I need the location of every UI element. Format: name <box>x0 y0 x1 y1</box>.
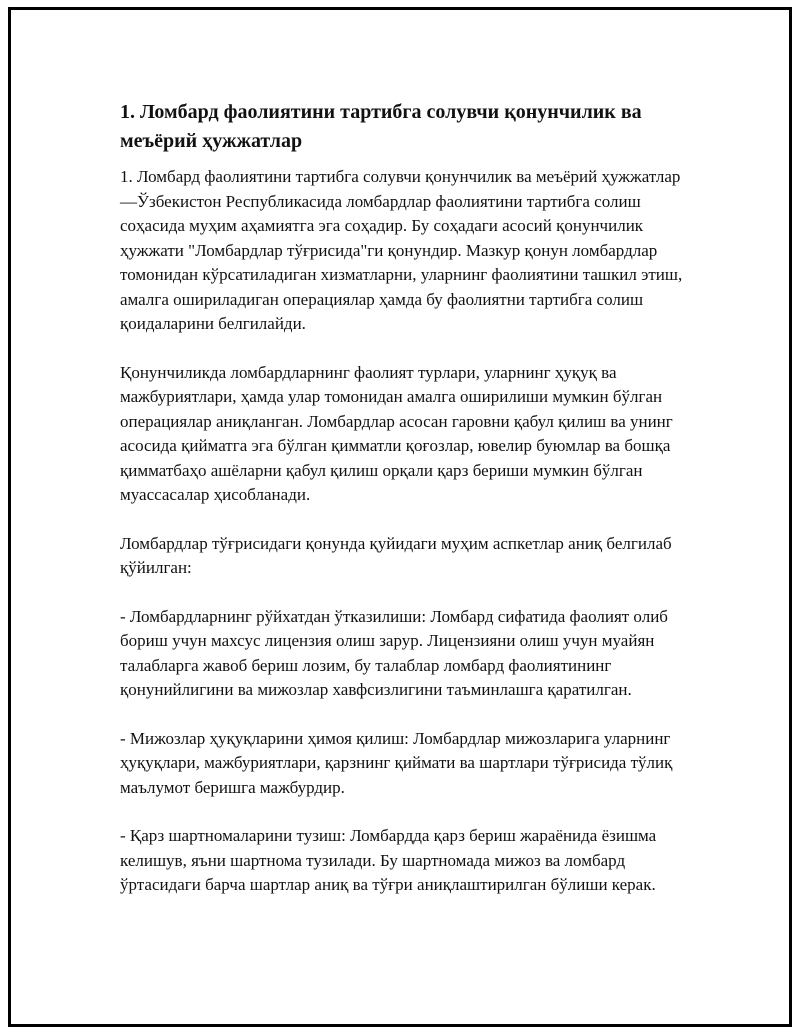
list-item-registration: - Ломбардларнинг рўйхатдан ўтказилиши: Ломбард сифатида фаолият олиб бориш учун махсус лицензия олиш зарур. Лицензияни олиш учун муайян талабларга жавоб бериш лозим, бу талаблар ломбард фаолиятининг қонунийлигини ва мижозлар хавфсизлигини таъминлашга қаратилган. <box>120 606 668 699</box>
paragraph-aspects-lead: Ломбардлар тўғрисидаги қонунда қуйидаги муҳим аспкетлар аниқ белгилаб қўйилган: <box>120 533 672 577</box>
list-item-client-rights: - Мижозлар ҳуқуқларини ҳимоя қилиш: Ломбардлар мижозларига уларнинг ҳуқуқлари, мажбуриятлари, қарзнинг қиймати ва шартлари тўғрисида тўлиқ маълумот беришга мажбурдир. <box>120 728 673 797</box>
section-heading: 1. Ломбард фаолиятини тартибга солувчи қонунчилик ва меъёрий ҳужжатлар <box>120 101 642 152</box>
paragraph-legislation: Қонунчиликда ломбардларнинг фаолият турлари, уларнинг ҳуқуқ ва мажбуриятлари, ҳамда улар томонидан амалга оширилиши мумкин бўлган операциялар аниқланган. Ломбардлар асосан гаровни қабул қилиш ва унинг асосида қийматга эга бўлган қимматли қоғозлар, ювелир буюмлар ва бошқа қимматбаҳо ашёларни қабул қилиш орқали қарз бериши мумкин бўлган муассасалар ҳисобланади. <box>120 362 673 504</box>
document-page <box>8 7 792 1027</box>
document-body <box>120 98 690 922</box>
paragraph-intro: 1. Ломбард фаолиятини тартибга солувчи қонунчилик ва меъёрий ҳужжатлар—Ўзбекистон Республикасида ломбардлар фаолиятини тартибга солиш соҳасида муҳим аҳамиятга эга соҳадир. Бу соҳадаги асосий қонунчилик ҳужжати "Ломбардлар тўғрисида"ги қонундир. Мазкур қонун ломбардлар томонидан кўрсатиладиган хизматларни, уларнинг фаолиятини ташкил этиш, амалга ошириладиган операциялар ҳамда бу фаолиятни тартибга солиш қоидаларини белгилайди. <box>120 167 683 333</box>
list-item-loan-contracts: - Қарз шартномаларини тузиш: Ломбардда қарз бериш жараёнида ёзишма келишув, яъни шартнома тузилади. Бу шартномада мижоз ва ломбард ўртасидаги барча шартлар аниқ ва тўғри аниқлаштирилган бўлиши керак. <box>120 826 657 894</box>
